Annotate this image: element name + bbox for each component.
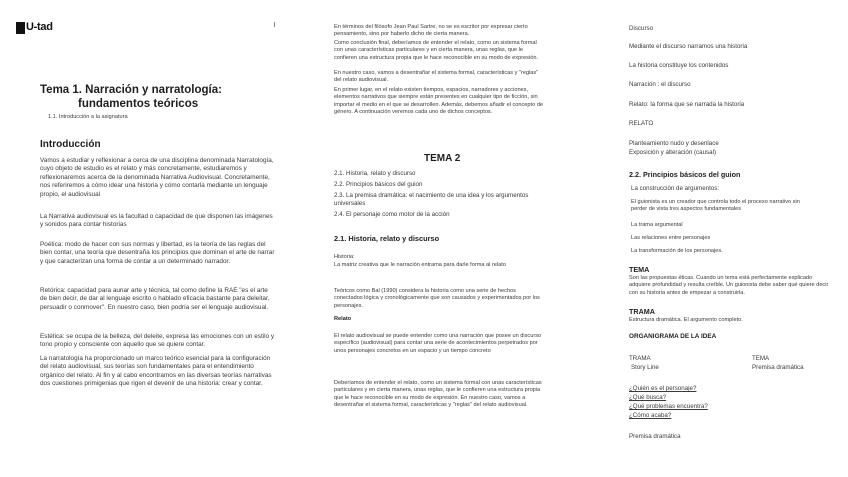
- intro-paragraph-1: Vamos a estudiar y reflexionar a cerca de una disciplina denominada Narratología, cuyo objeto de estudio es el relato y más concretamente, estudiaremos y reflexionaremos acerca de la denominada Narrativa Audiovisual. Concretamente, nos referiremos a cómo idear una historia y cómo contarla mediante un lenguaje propio, el audiovisual: [40, 157, 274, 198]
- toc-item-4: 2.4. El personaje como motor de la acción: [334, 211, 450, 218]
- col-tema-sub: Premisa dramática: [752, 364, 804, 371]
- elements-paragraph: En primer lugar, en el relato existen tiempos, espacios, narradores y acciones, elementos narrativos que siempre están presentes en cualquier tipo de ficción, sin importar el medio en el que se desarrollen. Además, debemos añadir el concepto de género. A continuación veremos cada uno de dichos conceptos.: [334, 87, 543, 116]
- case-paragraph: En nuestro caso, vamos a desentrañar el sistema formal, características y "reglas" del relato audiovisual.: [334, 70, 539, 84]
- transformacion-personajes: La transformación de los personajes.: [631, 248, 723, 254]
- intro-paragraph-5: Estética: se ocupa de la belleza, del deleite, expresa las emociones con un estilo y tono propio y consciente con aquello que se quiere contar.: [40, 333, 275, 349]
- page-subtitle: 1.1. Introducción a la asignatura: [48, 114, 128, 120]
- relato-caps: RELATO: [629, 120, 654, 127]
- intro-heading: Introducción: [40, 139, 101, 150]
- tema-2-heading: TEMA 2: [424, 153, 461, 164]
- construccion-line: La construcción de argumentos:: [631, 185, 720, 192]
- question-2: ¿Qué busca?: [629, 394, 667, 401]
- question-3: ¿Qué problemas encuentra?: [629, 403, 708, 410]
- trama-definition: Estructura dramática. El argumento completo.: [629, 317, 743, 323]
- toc-item-3: 2.3. La premisa dramática: el nacimiento de una idea y los argumentos universales: [334, 192, 529, 207]
- relaciones-personajes: Las relaciones entre personajes: [631, 235, 711, 241]
- col-trama-heading: TRAMA: [629, 355, 651, 362]
- tema-definition: Son las propuestas éticas. Cuando un tema está perfectamente explicado adquiere profundidad y resulta creíble. Un guionista debe saber qué quiere decir con su historia antes de empezar a construirla.: [629, 275, 829, 296]
- toc-item-2: 2.2. Principios básicos del guion: [334, 181, 423, 188]
- guionista-paragraph: El guionista es un creador que controla todo el proceso narrativo sin perder de vista tres aspectos fundamentales: [631, 199, 800, 213]
- trama-argumental: La trama argumental: [631, 222, 683, 228]
- tema-label: TEMA: [629, 265, 650, 274]
- discurso-line: Mediante el discurso narramos una historia: [629, 43, 748, 50]
- historia-definition: La matriz creativa que le narración entrama para darle forma al relato: [334, 262, 506, 268]
- page-mark: [274, 22, 275, 27]
- page-title-line2: fundamentos teóricos: [78, 98, 199, 110]
- intro-paragraph-4: Retórica: capacidad para aunar arte y técnica, tal como define la RAE "es el arte de bien decir, de dar al lenguaje escrito o hablado eficacia bastante para deleitar, persuadir o conmover". En nuestro caso, bien podría ser el lenguaje audiovisual.: [40, 287, 270, 311]
- logo-mark: [16, 22, 25, 34]
- utad-logo: [16, 22, 56, 34]
- conclusion-paragraph: Como conclusión final, deberíamos de entender el relato, como un sistema formal con unas características particulares y en cierta manera, unas reglas, que le confieren una estructura propia que le hace reconocible en su modo de expresión.: [334, 40, 538, 61]
- question-4: ¿Cómo acaba?: [629, 412, 672, 419]
- col-trama-sub: Story Line: [631, 364, 659, 371]
- bal-paragraph: Teóricos como Bal (1990) considera la historia como una serie de hechos conectados lógica y cronológicamente que son causados y experimentados por los personajes.: [334, 288, 540, 309]
- intro-paragraph-6: La narratología ha proporcionado un marco teórico esencial para la configuración del relato audiovisual, sus teorías son fundamentales para el entendimiento orgánico del relato. Al fin y al cabo encontramos en las diversas teorías narrativas dos cuestiones primigenias que rigen el devenir de una historia: crear y contar.: [40, 355, 272, 388]
- historia-line: La historia constituye los contenidos: [629, 62, 729, 69]
- question-1: ¿Quién es el personaje?: [629, 385, 697, 392]
- page-title-line1: Tema 1. Narración y narratología:: [40, 84, 222, 96]
- intro-paragraph-3: Poética: modo de hacer con sus normas y libertad, es la teoría de las reglas del bien contar, una teoría que desentraña los principios que dominan el arte de narrar y que caracterizan una forma de contar a un determinado narrador.: [40, 241, 275, 265]
- historia-label: Historia:: [334, 254, 355, 260]
- toc-item-1: 2.1. Historia, relato y discurso: [334, 170, 416, 177]
- organigrama-heading: ORGANIGRAMA DE LA IDEA: [629, 333, 717, 340]
- trama-label: TRAMA: [629, 307, 655, 316]
- intro-paragraph-2: La Narrativa audiovisual es la facultad o capacidad de que disponen las imágenes y sonidos para contar historias: [40, 213, 273, 229]
- exposicion-line: Exposición y alteración (causal): [629, 149, 717, 156]
- section-2-2-heading: 2.2. Principios básicos del guion: [629, 170, 741, 179]
- relato-label: Relato: [334, 316, 352, 322]
- planteamiento-line: Planteamiento nudo y desenlace: [629, 140, 719, 147]
- narracion-line: Narración : el discurso: [629, 81, 691, 88]
- col-tema-heading: TEMA: [752, 355, 770, 362]
- section-2-1-heading: 2.1. Historia, relato y discurso: [334, 234, 440, 243]
- relato-definition: El relato audiovisual se puede entender como una narración que posee un discurso específico (audiovisual) para contar una serie de acontecimientos perpetrados por unos personajes concretos en un espacio y un tiempo concreto: [334, 333, 542, 354]
- logo-text: U-tad: [26, 21, 53, 33]
- relato-line: Relato: la forma que se narrada la historia: [629, 101, 745, 108]
- sartre-paragraph: En términos del filósofo Jean Paul Sartre, no se es escritor por expresar cierto pensamiento, sino por haberlo dicho de cierta manera.: [334, 24, 528, 38]
- discurso-label: Discurso: [629, 25, 654, 32]
- final-paragraph: Deberíamos de entender el relato, como un sistema formal con unas características particulares y en cierta manera, unas reglas, que le confieren una estructura propia que le hace reconocible en su modo de expresión. En nuestro caso, vamos a desentrañar el sistema formal, características y "reglas" del relato audiovisual.: [334, 380, 542, 409]
- premisa-line: Premisa dramática: [629, 433, 681, 440]
